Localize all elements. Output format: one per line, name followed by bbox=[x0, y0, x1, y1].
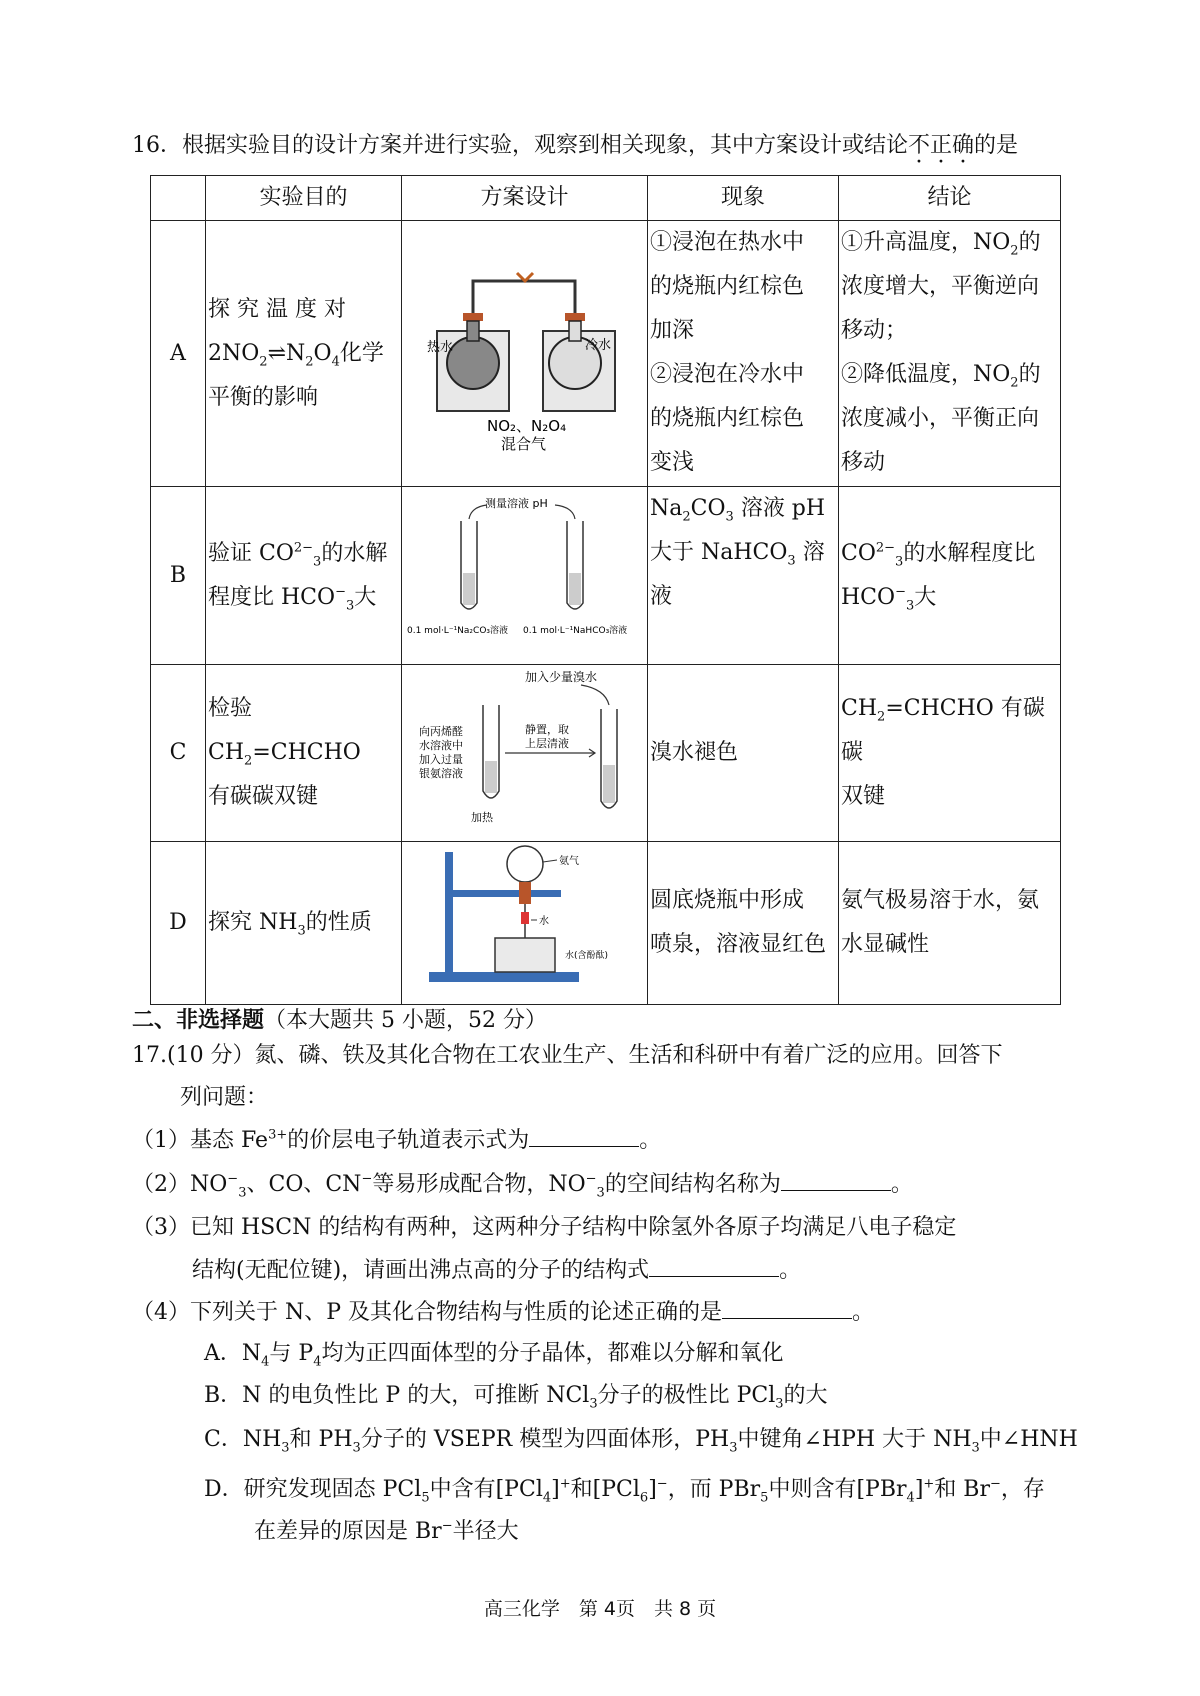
tube-note-3: 加入过量 bbox=[418, 753, 463, 766]
table-row bbox=[151, 221, 1061, 487]
table-header-row bbox=[151, 176, 1061, 221]
option-d: D．研究发现固态 PCl$_5$中含有[PCl$_4$]+和[PCl$_6$]−，而 PBr$_5$中则含有[PBr$_4$]+和 Br−，存 bbox=[204, 1476, 1045, 1506]
row-label: A bbox=[151, 221, 206, 487]
table-row bbox=[151, 842, 1061, 1005]
q17-part-4: （4）下列关于 N、P 及其化合物结构与性质的论述正确的是 。 bbox=[132, 1296, 874, 1329]
header-phenomenon: 现象 bbox=[648, 176, 839, 221]
gas-label-2: 混合气 bbox=[500, 434, 546, 453]
tube-note-2: 水溶液中 bbox=[418, 739, 463, 752]
header-conclusion: 结论 bbox=[839, 176, 1061, 221]
q17-part-2: $(2)NO^-_3$、CO、CN−等易形成配合物，$NO^-_3$的空间结构名称为 。 bbox=[132, 1168, 913, 1201]
table-row bbox=[151, 665, 1061, 842]
question-17-stem-2: 列问题： bbox=[180, 1085, 269, 1110]
gas-label: NO₂、N₂O₄ bbox=[486, 416, 566, 435]
phenomenon-cell: 溴水褪色 bbox=[648, 665, 839, 842]
row-label: D bbox=[151, 842, 206, 1005]
test-tubes-ph-diagram bbox=[405, 493, 645, 643]
conclusion-cell: ①升高温度，$NO_2$的 浓度增大，平衡逆向 移动； ②降低温度，$NO_2$的 浓度减小，平衡正向 移动 bbox=[839, 221, 1061, 487]
water-phenolphthalein-label: 水(含酚酞) bbox=[564, 951, 608, 961]
option-d-line-2: 在差异的原因是 Br−半径大 bbox=[254, 1518, 519, 1544]
heat-label: 加热 bbox=[470, 811, 493, 824]
purpose-cell: 探 究 温 度 对 $2NO_2\rightleftharpoons N_2O_4$化学 平衡的影响 bbox=[206, 221, 402, 487]
answer-blank[interactable] bbox=[722, 1296, 852, 1319]
phenomenon-cell: $Na_2CO_3$ 溶液 pH 大于 NaHCO$_3$ 溶 液 bbox=[648, 487, 839, 665]
design-figure-b bbox=[402, 487, 648, 665]
row-label: B bbox=[151, 487, 206, 665]
purpose-cell: 探究 $NH_3$的性质 bbox=[206, 842, 402, 1005]
tube-note-4: 银氨溶液 bbox=[418, 767, 463, 780]
experiment-table bbox=[150, 175, 1061, 1005]
supernatant-label: 上层清液 bbox=[524, 737, 569, 750]
conclusion-cell: $CO^{2-}_3$的水解程度比 $HCO^-_3$大 bbox=[839, 487, 1061, 665]
answer-blank[interactable] bbox=[649, 1254, 779, 1277]
cold-water-label: 冷水 bbox=[584, 337, 611, 353]
option-b: B．N 的电负性比 P 的大，可推断 NCl$_3$分子的极性比 PCl$_3$的大 bbox=[204, 1383, 828, 1412]
question-16-stem: 16．根据实验目的设计方案并进行实验，观察到相关现象，其中方案设计或结论不正确的是 bbox=[132, 133, 1019, 158]
conclusion-cell: $CH_2=CHCHO$ 有碳碳 双键 bbox=[839, 665, 1061, 842]
measure-ph-label: 测量溶液 pH bbox=[484, 496, 548, 510]
header-purpose: 实验目的 bbox=[206, 176, 402, 221]
design-figure-d bbox=[402, 842, 648, 1005]
table-row bbox=[151, 487, 1061, 665]
question-17-stem: 17.(10 分）氮、磷、铁及其化合物在工农业生产、生活和科研中有着广泛的应用。回答下 bbox=[132, 1043, 1003, 1068]
q17-part-3-line-2: 结构(无配位键)，请画出沸点高的分子的结构式 。 bbox=[192, 1254, 801, 1287]
settle-label: 静置，取 bbox=[524, 723, 569, 736]
ammonia-fountain-diagram bbox=[415, 842, 635, 988]
q17-part-1: （1）基态 $Fe^{3+}$的价层电子轨道表示式为 。 bbox=[132, 1124, 661, 1157]
q17-part-3: （3）已知 HSCN 的结构有两种，这两种分子结构中除氢外各原子均满足八电子稳定 bbox=[132, 1215, 957, 1240]
tube-note-1: 向丙烯醛 bbox=[418, 725, 463, 738]
design-figure-a bbox=[402, 221, 648, 487]
phenomenon-cell: 圆底烧瓶中形成 喷泉，溶液显红色 bbox=[648, 842, 839, 1005]
equilibrium-arrow: ⇌ bbox=[267, 340, 287, 366]
conclusion-cell: 氨气极易溶于水，氨 水显碱性 bbox=[839, 842, 1061, 1005]
option-c: C．$NH_3$和 $PH_3$分子的 VSEPR 模型为四面体形，$PH_3$中键角∠HPH 大于 $NH_3$中∠HNH bbox=[204, 1427, 1078, 1456]
row-label: C bbox=[151, 665, 206, 842]
section-2-heading: 二、非选择题（本大题共 5 小题，52 分） bbox=[132, 1008, 547, 1033]
water-label: 水 bbox=[538, 916, 549, 927]
design-figure-c bbox=[402, 665, 648, 842]
header-design: 方案设计 bbox=[402, 176, 648, 221]
option-a: A．$N_4$与 $P_4$均为正四面体型的分子晶体，都难以分解和氧化 bbox=[204, 1341, 784, 1370]
flasks-in-water-diagram bbox=[425, 251, 625, 453]
nahco3-label: 0.1 mol·L⁻¹NaHCO₃溶液 bbox=[522, 625, 627, 636]
silver-mirror-diagram bbox=[405, 665, 645, 825]
hot-water-label: 热水 bbox=[426, 339, 453, 355]
purpose-cell: 检验 $CH_2=CHCHO$ 有碳碳双键 bbox=[206, 665, 402, 842]
na2co3-label: 0.1 mol·L⁻¹Na₂CO₃溶液 bbox=[406, 625, 508, 636]
answer-blank[interactable] bbox=[781, 1168, 891, 1191]
add-bromine-label: 加入少量溴水 bbox=[524, 670, 597, 684]
purpose-cell: 验证 $CO^{2-}_3$的水解 程度比 $HCO^-_3$大 bbox=[206, 487, 402, 665]
ammonia-label: 氨气 bbox=[558, 856, 579, 867]
answer-blank[interactable] bbox=[529, 1124, 639, 1147]
page-footer: 高三化学 第 4页 共 8 页 bbox=[483, 1598, 717, 1620]
phenomenon-cell: ①浸泡在热水中 的烧瓶内红棕色 加深 ②浸泡在冷水中 的烧瓶内红棕色 变浅 bbox=[648, 221, 839, 487]
